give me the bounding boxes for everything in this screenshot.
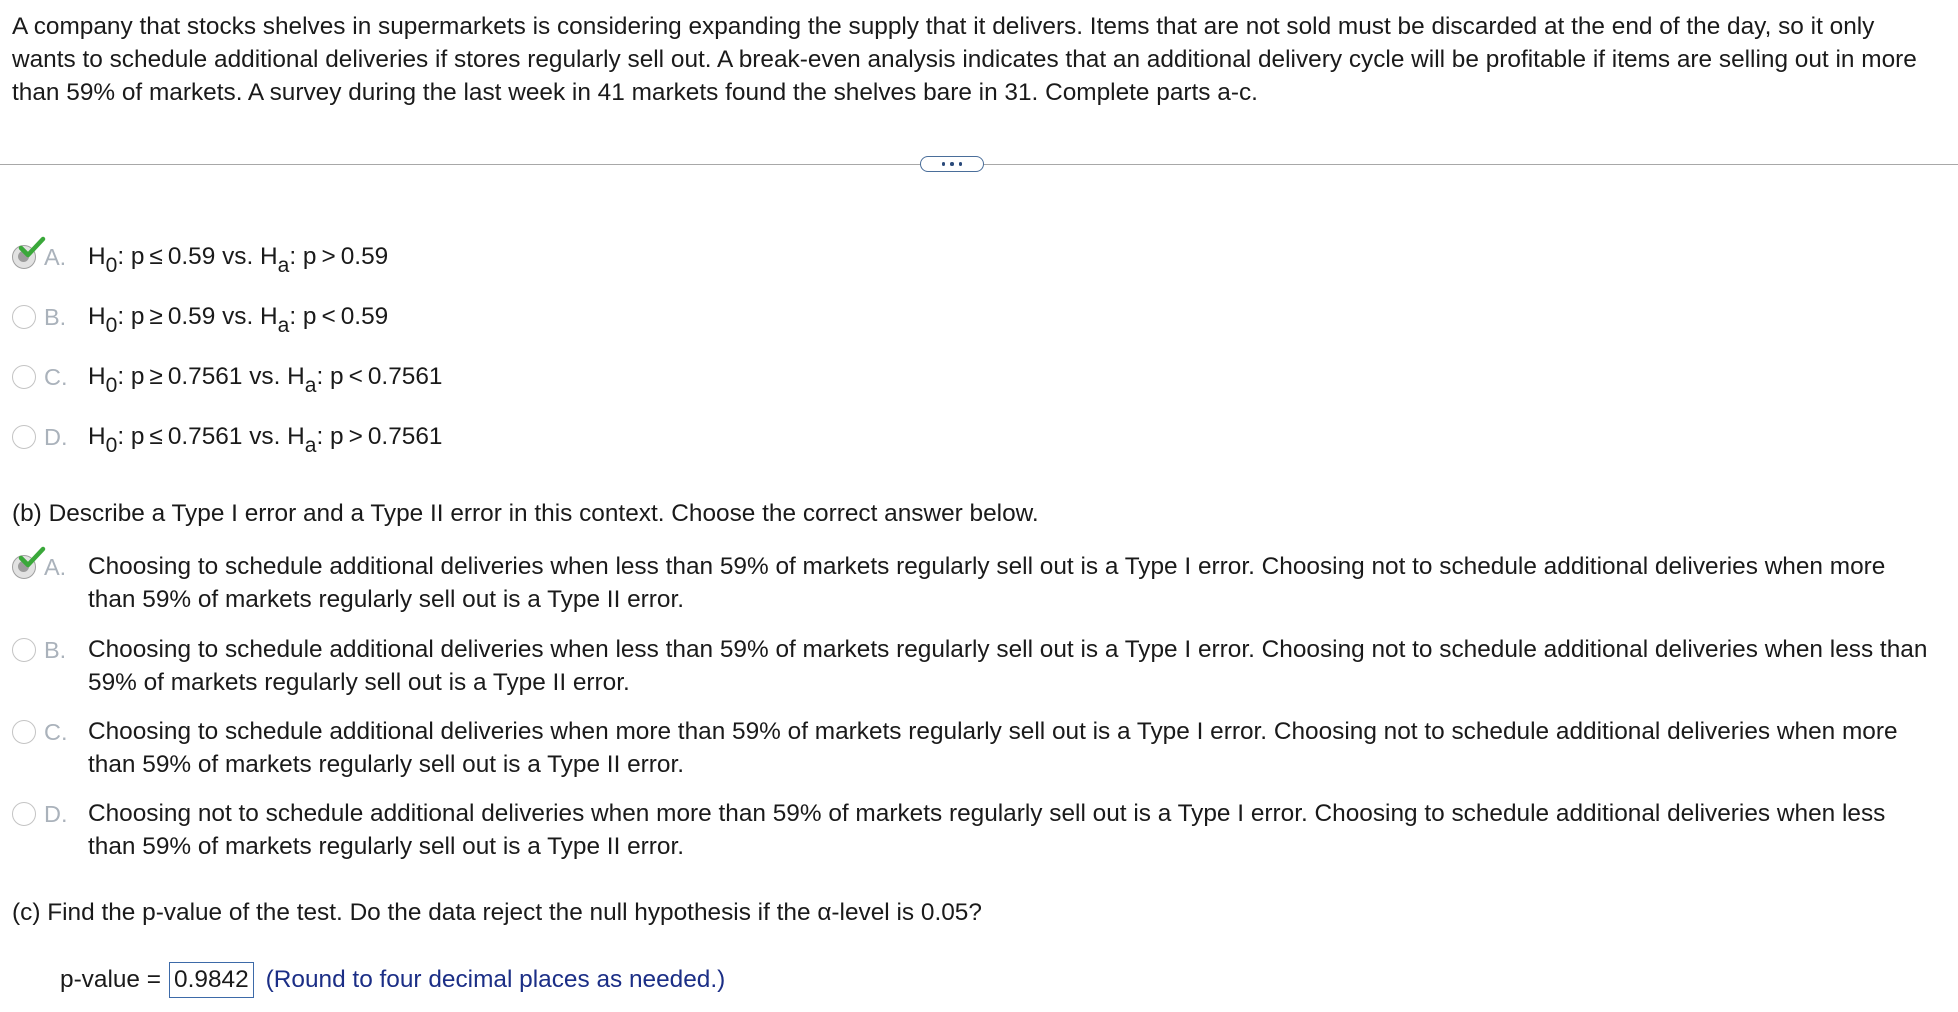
hypothesis-text: $H_0$: p ≥ 0.59 vs. $H_a$: p < 0.59 (88, 303, 389, 337)
radio-button[interactable] (12, 245, 36, 269)
option-letter: D. (44, 424, 68, 450)
option-letter: A. (44, 244, 67, 270)
option-text: Choosing not to schedule additional deliveries when more than 59% of markets regularly sell out is a Type I error. Choosing to schedule additional deliveries when less than 59% of markets regularly sell out is a Type II error. (88, 800, 1886, 860)
radio-button[interactable] (12, 305, 36, 329)
part-b-option-a[interactable] (12, 551, 1928, 616)
part-b-option-d[interactable] (12, 798, 1928, 863)
option-letter: B. (44, 637, 67, 663)
part-a-option-d[interactable] (12, 421, 443, 457)
part-a-option-b[interactable] (12, 301, 389, 337)
radio-button[interactable] (12, 720, 36, 744)
pvalue-label: p-value = (60, 966, 162, 993)
part-b-option-b[interactable] (12, 634, 1928, 699)
ellipsis-icon (942, 162, 946, 166)
checkmark-icon (19, 237, 45, 259)
option-letter: A. (44, 554, 67, 580)
option-letter: B. (44, 304, 67, 330)
radio-button[interactable] (12, 638, 36, 662)
hypothesis-text: $H_0$: p ≤ 0.7561 vs. $H_a$: p > 0.7561 (88, 423, 443, 457)
part-c-prompt: (c) Find the p-value of the test. Do the data reject the null hypothesis if the α-level is 0.05? (12, 899, 982, 926)
hypothesis-text: $H_0$: p ≥ 0.7561 vs. $H_a$: p < 0.7561 (88, 363, 443, 397)
pvalue-row (60, 962, 725, 998)
radio-button[interactable] (12, 555, 36, 579)
part-a-option-a[interactable] (12, 241, 389, 277)
hypothesis-text: $H_0$: p ≤ 0.59 vs. $H_a$: p > 0.59 (88, 243, 389, 277)
part-b-prompt: (b) Describe a Type I error and a Type II error in this context. Choose the correct answer below. (12, 500, 1039, 527)
expand-button[interactable] (920, 156, 984, 172)
option-letter: D. (44, 801, 68, 827)
option-letter: C. (44, 719, 68, 745)
radio-button[interactable] (12, 365, 36, 389)
radio-button[interactable] (12, 425, 36, 449)
part-b-option-c[interactable] (12, 716, 1928, 781)
option-letter: C. (44, 364, 68, 390)
option-text: Choosing to schedule additional deliveries when less than 59% of markets regularly sell out is a Type I error. Choosing not to schedule additional deliveries when less than 59% of markets regularly sell out is a Type II error. (88, 636, 1928, 696)
pvalue-answer-box[interactable]: 0.9842 (169, 962, 254, 998)
radio-button[interactable] (12, 802, 36, 826)
question-intro: A company that stocks shelves in supermarkets is considering expanding the supply that it delivers. Items that are not sold must be discarded at the end of the day, so it only wants to schedule additional deliveries if stores regularly sell out. A break-even analysis indicates that an additional delivery cycle will be profitable if items are selling out in more than 59% of markets. A survey during the last week in 41 markets found the shelves bare in 31. Complete parts a-c. (12, 13, 1917, 106)
option-text: Choosing to schedule additional deliveries when less than 59% of markets regularly sell out is a Type I error. Choosing not to schedule additional deliveries when more than 59% of markets regularly sell out is a Type II error. (88, 553, 1886, 613)
part-a-option-c[interactable] (12, 361, 443, 397)
rounding-hint: (Round to four decimal places as needed.) (265, 966, 726, 993)
checkmark-icon (19, 547, 45, 569)
option-text: Choosing to schedule additional deliveries when more than 59% of markets regularly sell out is a Type I error. Choosing not to schedule additional deliveries when more than 59% of markets regularly sell out is a Type II error. (88, 718, 1898, 778)
